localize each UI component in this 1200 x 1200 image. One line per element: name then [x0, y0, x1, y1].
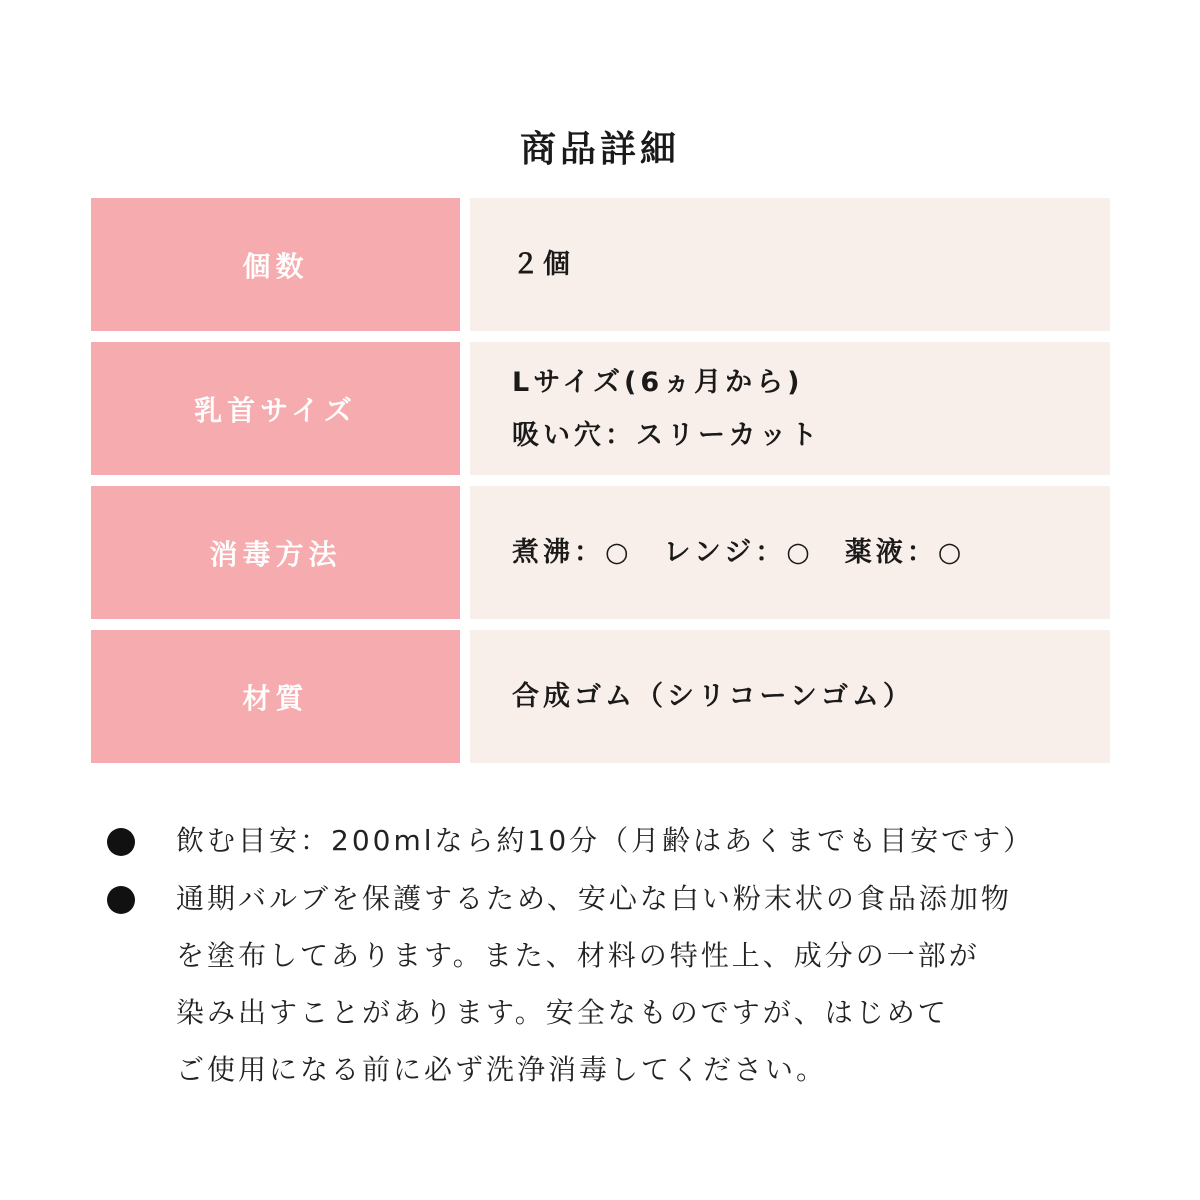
spec-value-line: 煮沸：○ レンジ：○ 薬液：○ — [512, 537, 966, 568]
note-line: を塗布してあります。また、材料の特性上、成分の一部が — [176, 939, 980, 972]
spec-value — [470, 486, 1110, 619]
spec-value — [470, 630, 1110, 763]
spec-label: 消毒方法 — [91, 486, 460, 619]
spec-row-nipple-size — [91, 342, 1110, 475]
spec-value-line: Lサイズ(6ヵ月から) — [512, 366, 804, 398]
spec-label: 乳首サイズ — [91, 342, 460, 475]
spec-value — [470, 342, 1110, 475]
spec-row-sterilization — [91, 486, 1110, 619]
note-line: 染み出すことがあります。安全なものですが、はじめて — [176, 996, 949, 1029]
note-line: 飲む目安：200mlなら約10分（月齢はあくまでも目安です） — [176, 824, 1035, 857]
page-title: 商品詳細 — [519, 129, 680, 170]
spec-label: 個数 — [91, 198, 460, 331]
spec-value-line: 合成ゴム（シリコーンゴム） — [512, 681, 914, 712]
spec-row-count — [91, 198, 1110, 331]
bullet-icon — [107, 828, 135, 856]
note-text — [176, 812, 1136, 869]
bullet-icon — [107, 886, 135, 914]
spec-row-material — [91, 630, 1110, 763]
spec-value — [470, 198, 1110, 331]
note-line: 通期バルブを保護するため、安心な白い粉末状の食品添加物 — [176, 882, 1012, 915]
note-line: ご使用になる前に必ず洗浄消毒してください。 — [176, 1053, 828, 1086]
spec-label: 材質 — [91, 630, 460, 763]
spec-value-line: ２個 — [512, 249, 574, 280]
spec-value-line: 吸い穴：スリーカット — [512, 419, 822, 451]
note-text — [176, 870, 1136, 1098]
